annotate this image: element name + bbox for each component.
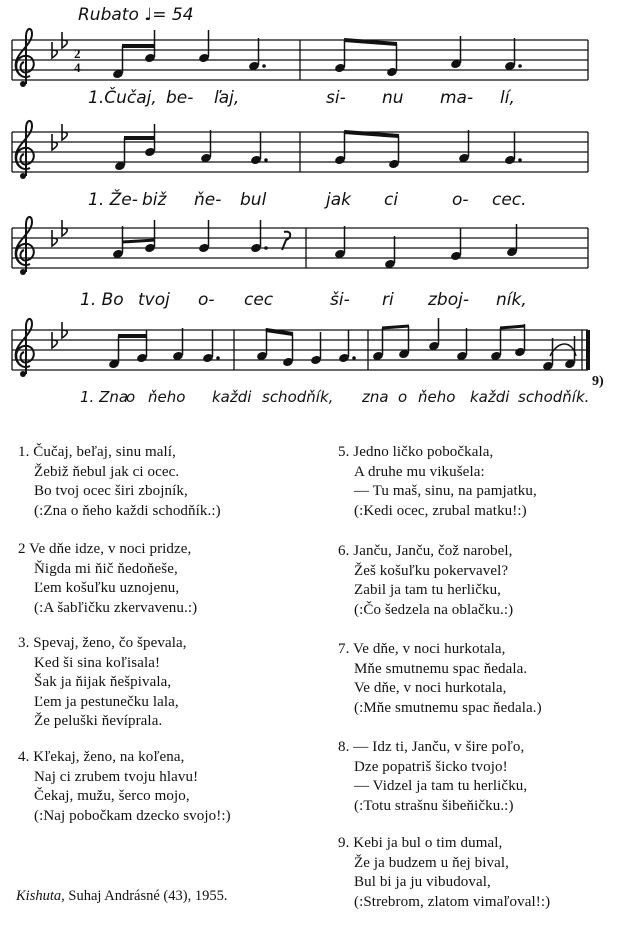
verse-line: Ľem košuľku uznojenu,	[34, 580, 180, 596]
syllable: každi	[212, 388, 252, 406]
svg-text:2: 2	[74, 46, 81, 61]
syllable: o-	[198, 290, 215, 310]
syllable: o	[126, 388, 136, 406]
syllable: ňe-	[194, 190, 222, 210]
staff-4-lyrics	[0, 388, 623, 412]
verse-line: Ňigda mi ňič ňedoňeše,	[34, 560, 178, 577]
stanza-4	[18, 748, 231, 826]
tempo-marking: Rubato ♩= 54	[78, 5, 194, 25]
verse-line: Žebiž ňebul jak ci ocec.	[34, 463, 180, 480]
syllable: jak	[326, 190, 351, 210]
syllable: ník,	[496, 290, 527, 310]
source-credit	[16, 888, 227, 905]
syllable: ma-	[440, 88, 474, 108]
stanza-1	[18, 443, 221, 521]
verse-line: 2 Ve dňe idze, v noci pridze,	[18, 541, 192, 557]
verse-line: (:Strebrom, zlatom vimaľoval!:)	[354, 893, 551, 910]
verse-line: 1. Čučaj, beľaj, sinu malí,	[18, 444, 176, 460]
verse-line: (:Čo šedzela na oblačku.:)	[354, 601, 514, 618]
syllable: o	[398, 388, 408, 406]
verse-line: Bul bi ja ju vibudoval,	[354, 874, 491, 890]
syllable: ci	[384, 190, 399, 210]
staff-1	[12, 29, 588, 87]
syllable: cec.	[492, 190, 527, 210]
staff-4	[12, 318, 588, 377]
verse-line: Šak ja ňijak ňešpivala,	[34, 674, 172, 690]
syllable: ľaj,	[214, 88, 240, 108]
verse-line: — Vidzel ja tam tu herličku,	[354, 778, 528, 794]
footnote-mark: 9)	[592, 374, 604, 389]
verse-line: 6. Janču, Janču, čož narobel,	[338, 543, 513, 559]
syllable: be-	[166, 88, 194, 108]
staff-2-lyrics	[0, 190, 623, 214]
verse-line: 8. — Idz ti, Janču, v šire poľo,	[338, 739, 525, 755]
stanza-6	[338, 542, 513, 620]
verse-line: (:Zna o ňeho každi schodňík.:)	[34, 502, 221, 519]
syllable: si-	[326, 88, 346, 108]
syllable: 1. Bo	[80, 290, 124, 310]
syllable: ri	[382, 290, 394, 310]
syllable: tvoj	[138, 290, 170, 310]
verse-line: Zabil ja tam tu herličku,	[354, 582, 502, 598]
verse-line: Mňe smutnemu spac ňedala.	[354, 660, 528, 677]
verse-line: 5. Jedno ličko pobočkala,	[338, 444, 494, 460]
verse-line: A druhe mu vikušela:	[354, 463, 485, 480]
staff-2	[12, 121, 588, 179]
stanza-2	[18, 540, 197, 618]
verse-line: Ľem ja pestunečku lala,	[34, 693, 179, 710]
verse-line: 7. Ve dňe, v noci hurkotala,	[338, 641, 506, 657]
verse-line: Ked ši sina koľisala!	[34, 654, 161, 671]
verse-line: Naj ci zrubem tvoju hlavu!	[34, 768, 199, 785]
syllable: 1.Čučaj,	[88, 88, 157, 108]
verse-line: 4. Kľekaj, ženo, na koľena,	[18, 749, 185, 765]
source-place: Kishuta,	[16, 888, 65, 904]
verse-line: — Tu maš, sinu, na pamjatku,	[354, 483, 537, 499]
stanza-9	[338, 834, 550, 912]
staff-3	[12, 217, 588, 275]
syllable: ňeho	[148, 388, 186, 406]
verse-line: Bo tvoj ocec širi zbojník,	[34, 483, 188, 499]
syllable: zboj-	[428, 290, 469, 310]
syllable: bul	[240, 190, 267, 210]
source-singer: Suhaj Andrásné (43), 1955.	[68, 888, 228, 904]
syllable: každi	[470, 388, 510, 406]
svg-text:4: 4	[74, 60, 81, 75]
verse-line: (:Mňe smutnemu spac ňedala.)	[354, 699, 542, 716]
staff-1-lyrics	[0, 88, 623, 112]
verse-line: Dze popatriš šicko tvojo!	[354, 758, 508, 775]
verse-line: Ve dňe, v noci hurkotala,	[354, 680, 507, 696]
syllable: 1. Že-	[88, 190, 138, 210]
syllable: ňeho	[418, 388, 456, 406]
verse-line: 3. Spevaj, ženo, čo špevala,	[18, 635, 187, 651]
verse-line: Že ja budzem u ňej bival,	[354, 854, 509, 871]
verse-line: (:A šabľičku zkervavenu.:)	[34, 599, 198, 616]
syllable: biž	[142, 190, 167, 210]
syllable: cec	[244, 290, 274, 310]
verse-line: (:Naj pobočkam dzecko svojo!:)	[34, 807, 231, 824]
stanza-5	[338, 443, 537, 521]
syllable: zna	[362, 388, 389, 406]
stanza-8	[338, 738, 527, 816]
verse-line: Že peluški ňevíprala.	[34, 713, 163, 729]
verse-line: 9. Kebi ja bul o tim dumal,	[338, 835, 503, 851]
syllable: lí,	[500, 88, 515, 108]
staff-3-lyrics	[0, 290, 623, 314]
verse-line: (:Totu strašnu šibeňičku.:)	[354, 797, 514, 814]
syllable: schodňík,	[262, 388, 334, 406]
stanza-3	[18, 634, 187, 732]
verse-line: Čekaj, mužu, šerco mojo,	[34, 788, 190, 804]
syllable: o-	[452, 190, 469, 210]
stanza-7	[338, 640, 542, 718]
verse-line: (:Kedi ocec, zrubal matku!:)	[354, 502, 527, 519]
syllable: schodňík.	[518, 388, 590, 406]
syllable: 1. Zna	[80, 388, 129, 406]
verse-line: Žeš košuľku pokervavel?	[354, 562, 509, 579]
syllable: ši-	[330, 290, 350, 310]
syllable: nu	[382, 88, 404, 108]
